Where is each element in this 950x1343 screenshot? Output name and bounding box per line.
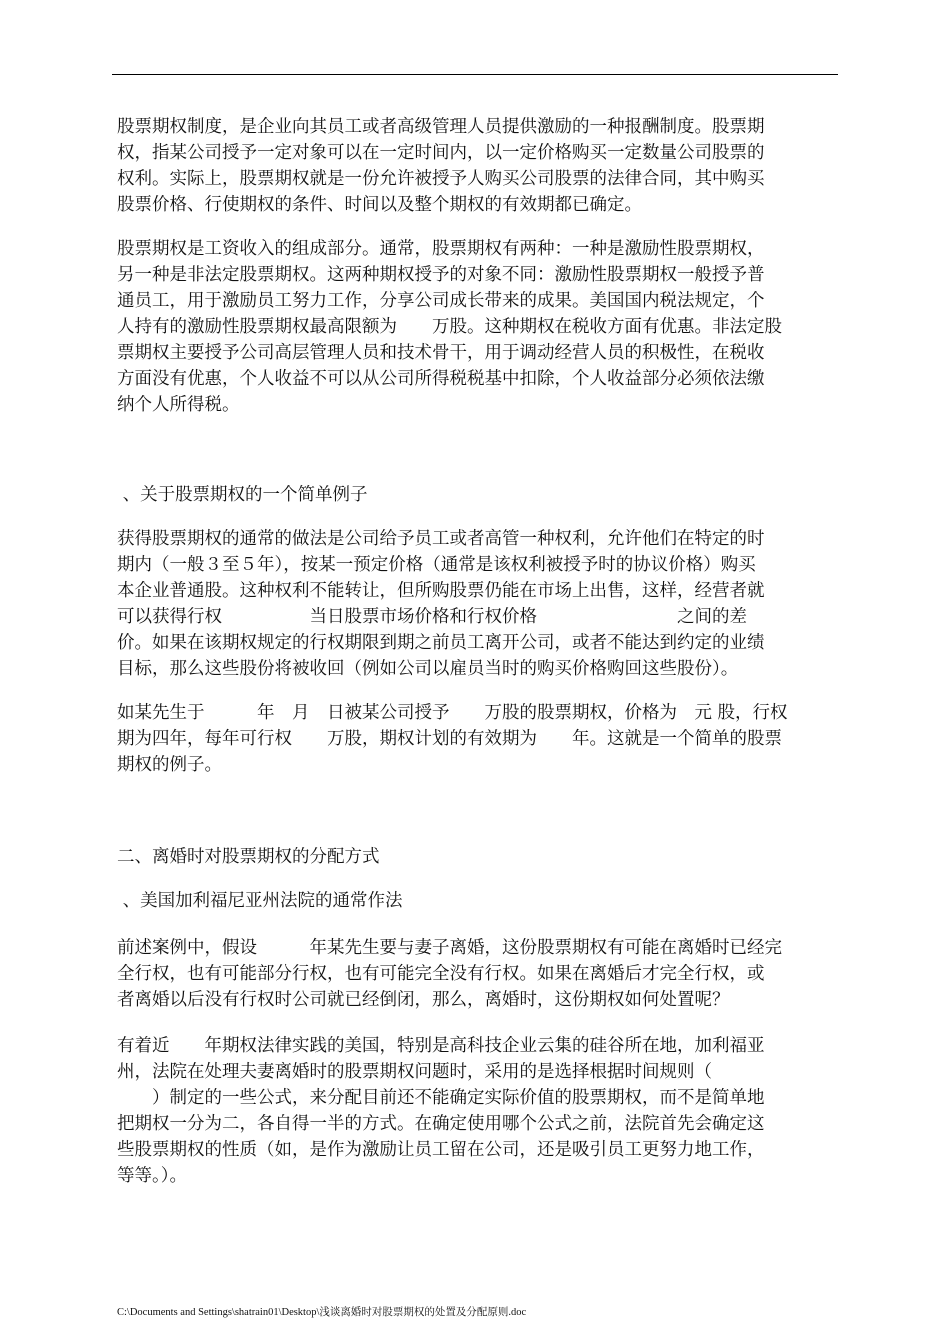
paragraph-6-line: 些股票期权的性质（如，是作为激励让员工留在公司，还是吸引员工更努力地工作， bbox=[117, 1140, 765, 1160]
paragraph-2-line: 纳个人所得税。 bbox=[117, 395, 240, 415]
paragraph-6-line: 州，法院在处理夫妻离婚时的股票期权问题时，采用的是选择根据时间规则（ bbox=[117, 1062, 712, 1082]
paragraph-4-line: 期权的例子。 bbox=[117, 755, 222, 775]
paragraph-5-line: 者离婚以后没有行权时公司就已经倒闭，那么，离婚时，这份期权如何处置呢？ bbox=[117, 990, 730, 1010]
paragraph-3-line: 期内（一般３至５年），按某一预定价格（通常是该权利被授予时的协议价格）购买 bbox=[117, 555, 756, 575]
paragraph-4-line: 如某先生于 年 月 日被某公司授予 万股的股票期权，价格为 元 股，行权 bbox=[117, 703, 788, 723]
paragraph-1-line: 权，指某公司授予一定对象可以在一定时间内，以一定价格购买一定数量公司股票的 bbox=[117, 143, 765, 163]
section-heading: 、关于股票期权的一个简单例子 bbox=[117, 485, 368, 505]
paragraph-1-line: 权利。实际上，股票期权就是一份允许被授予人购买公司股票的法律合同，其中购买 bbox=[117, 169, 765, 189]
paragraph-2-line: 方面没有优惠，个人收益不可以从公司所得税税基中扣除，个人收益部分必须依法缴 bbox=[117, 369, 765, 389]
paragraph-3-line: 获得股票期权的通常的做法是公司给予员工或者高管一种权利，允许他们在特定的时 bbox=[117, 529, 765, 549]
paragraph-2-line: 通员工，用于激励员工努力工作，分享公司成长带来的成果。美国国内税法规定，个 bbox=[117, 291, 765, 311]
paragraph-3-line: 价。如果在该期权规定的行权期限到期之前员工离开公司，或者不能达到约定的业绩 bbox=[117, 633, 765, 653]
paragraph-1-line: 股票价格、行使期权的条件、时间以及整个期权的有效期都已确定。 bbox=[117, 195, 642, 215]
paragraph-2-line: 票期权主要授予公司高层管理人员和技术骨干，用于调动经营人员的积极性，在税收 bbox=[117, 343, 765, 363]
paragraph-3-line: 可以获得行权 当日股票市场价格和行权价格 之间的差 bbox=[117, 607, 747, 627]
paragraph-2-line: 股票期权是工资收入的组成部分。通常，股票期权有两种：一种是激励性股票期权， bbox=[117, 239, 765, 259]
paragraph-6-line: ）制定的一些公式，来分配目前还不能确定实际价值的股票期权，而不是简单地 bbox=[117, 1088, 765, 1108]
section-heading: 二、离婚时对股票期权的分配方式 bbox=[117, 847, 380, 867]
paragraph-5-line: 全行权，也有可能部分行权，也有可能完全没有行权。如果在离婚后才完全行权，或 bbox=[117, 964, 765, 984]
paragraph-2-line: 另一种是非法定股票期权。这两种期权授予的对象不同：激励性股票期权一般授予普 bbox=[117, 265, 765, 285]
paragraph-1-line: 股票期权制度，是企业向其员工或者高级管理人员提供激励的一种报酬制度。股票期 bbox=[117, 117, 765, 137]
paragraph-5-line: 前述案例中，假设 年某先生要与妻子离婚，这份股票期权有可能在离婚时已经完 bbox=[117, 938, 782, 958]
footer-file-path: C:\Documents and Settings\shatrain01\Desktop\浅谈离婚时对股票期权的处置及分配原则.doc bbox=[117, 1307, 527, 1318]
paragraph-2-line: 人持有的激励性股票期权最高限额为 万股。这种期权在税收方面有优惠。非法定股 bbox=[117, 317, 782, 337]
paragraph-4-line: 期为四年，每年可行权 万股，期权计划的有效期为 年。这就是一个简单的股票 bbox=[117, 729, 782, 749]
header-rule bbox=[112, 74, 838, 75]
paragraph-3-line: 目标，那么这些股份将被收回（例如公司以雇员当时的购买价格购回这些股份）。 bbox=[117, 659, 739, 679]
paragraph-6-line: 等等。）。 bbox=[117, 1166, 187, 1186]
subsection-heading: 、美国加利福尼亚州法院的通常作法 bbox=[117, 891, 403, 911]
paragraph-6-line: 把期权一分为二，各自得一半的方式。在确定使用哪个公式之前，法院首先会确定这 bbox=[117, 1114, 765, 1134]
paragraph-6-line: 有着近 年期权法律实践的美国，特别是高科技企业云集的硅谷所在地，加利福亚 bbox=[117, 1036, 765, 1056]
paragraph-3-line: 本企业普通股。这种权利不能转让，但所购股票仍能在市场上出售，这样，经营者就 bbox=[117, 581, 765, 601]
